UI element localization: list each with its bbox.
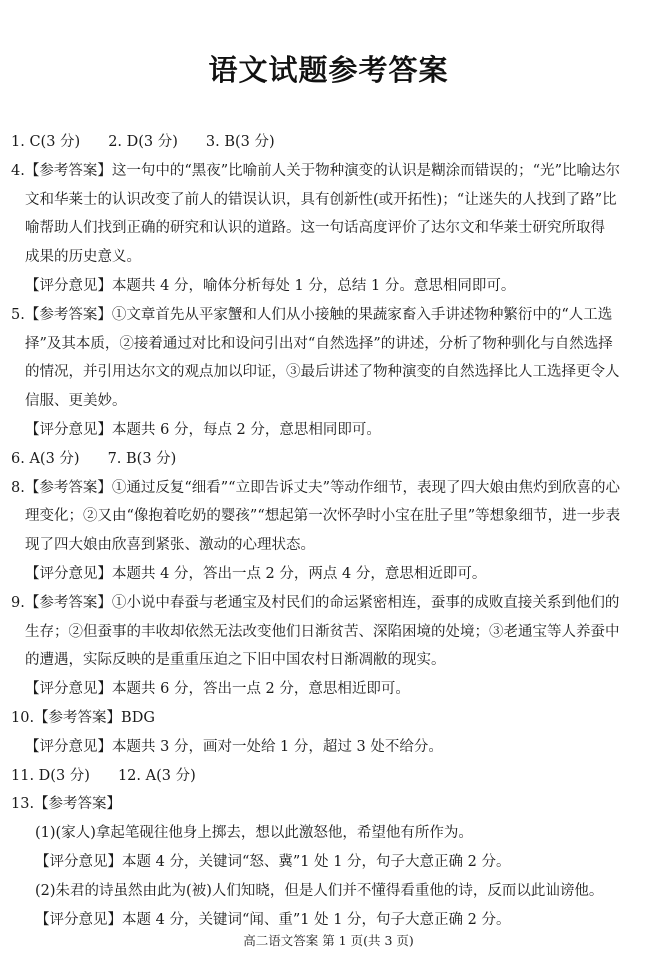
answer-text-line: 【评分意见】本题 4 分，关键词“闻、重”1 处 1 分，句子大意正确 2 分。 bbox=[35, 911, 511, 928]
answer-text-line: 信服、更美妙。 bbox=[25, 393, 127, 410]
answer-text-line: 【评分意见】本题共 3 分，画对一处给 1 分，超过 3 处不给分。 bbox=[25, 738, 443, 755]
choice-answer: 6. A(3 分) bbox=[11, 450, 80, 467]
answer-text-line: 10.【参考答案】BDG bbox=[11, 709, 155, 726]
answer-text-line: 的情况，并引用达尔文的观点加以印证，③最后讲述了物种演变的自然选择比人工选择更令人 bbox=[25, 364, 620, 381]
choice-answer: 3. B(3 分) bbox=[205, 134, 275, 150]
answer-text-line: 4.【参考答案】这一句中的“黑夜”比喻前人关于物种演变的认识是糊涂而错误的；“光”比喻达尔 bbox=[11, 162, 620, 179]
answer-text-line: 理变化；②又由“像抱着吃奶的婴孩”“想起第一次怀孕时小宝在肚子里”等想象细节，进一步表 bbox=[25, 508, 621, 525]
answer-text-line: 13.【参考答案】 bbox=[11, 796, 122, 813]
answer-text-line: 的遭遇，实际反映的是重重压迫之下旧中国农村日渐凋敝的现实。 bbox=[25, 652, 446, 669]
answer-text-line: 现了四大娘由欣喜到紧张、激动的心理状态。 bbox=[25, 537, 315, 554]
choice-answer: 1. C(3 分) bbox=[11, 134, 81, 150]
answer-text-line: 喻帮助人们找到正确的研究和认识的道路。这一句话高度评价了达尔文和华莱士研究所取得 bbox=[25, 220, 605, 237]
answer-text-line: 文和华莱士的认识改变了前人的错误认识，具有创新性(或开拓性)；“让迷失的人找到了路”比 bbox=[25, 191, 617, 208]
answer-text-line: 【评分意见】本题共 4 分，喻体分析每处 1 分，总结 1 分。意思相同即可。 bbox=[25, 277, 516, 294]
answer-text-line: 生存；②但蚕事的丰收却依然无法改变他们日渐贫苦、深陷困境的处境；③老通宝等人养蚕中 bbox=[25, 623, 620, 640]
answer-text-line: 成果的历史意义。 bbox=[25, 249, 141, 266]
choice-answer: 7. B(3 分) bbox=[107, 450, 177, 467]
answer-choices-line bbox=[11, 128, 651, 157]
answer-text-line: 【评分意见】本题共 6 分，每点 2 分，意思相同即可。 bbox=[25, 421, 381, 438]
answer-choices-line bbox=[11, 762, 651, 791]
answer-choices-line bbox=[11, 445, 651, 474]
answer-text-line: (1)(家人)拿起笔砚往他身上掷去，想以此激怒他，希望他有所作为。 bbox=[35, 825, 473, 842]
answer-text-line: (2)朱君的诗虽然由此为(被)人们知晓，但是人们并不懂得看重他的诗，反而以此讪谤他。 bbox=[35, 882, 604, 899]
answer-content bbox=[11, 128, 651, 934]
page-footer: 高二语文答案 第 1 页(共 3 页) bbox=[243, 933, 414, 948]
choice-answer: 2. D(3 分) bbox=[108, 134, 178, 150]
answer-text-line: 择”及其本质，②接着通过对比和设问引出对“自然选择”的讲述，分析了物种驯化与自然选择 bbox=[25, 335, 613, 352]
choice-answer: 12. A(3 分) bbox=[117, 767, 196, 784]
answer-text-line: 【评分意见】本题 4 分，关键词“怒、冀”1 处 1 分，句子大意正确 2 分。 bbox=[35, 853, 511, 870]
choice-answer: 11. D(3 分) bbox=[11, 767, 90, 784]
answer-text-line: 5.【参考答案】①文章首先从平家蟹和人们从小接触的果蔬家畜入手讲述物种繁衍中的“人工选 bbox=[11, 306, 613, 323]
page-title: 语文试题参考答案 bbox=[208, 53, 449, 87]
answer-text-line: 9.【参考答案】①小说中春蚕与老通宝及村民们的命运紧密相连，蚕事的成败直接关系到他们的 bbox=[11, 594, 620, 611]
answer-text-line: 【评分意见】本题共 6 分，答出一点 2 分，意思相近即可。 bbox=[25, 681, 410, 698]
answer-text-line: 【评分意见】本题共 4 分，答出一点 2 分，两点 4 分，意思相近即可。 bbox=[25, 565, 487, 582]
answer-text-line: 8.【参考答案】①通过反复“细看”“立即告诉丈夫”等动作细节，表现了四大娘由焦灼到欣喜的心 bbox=[11, 479, 620, 496]
